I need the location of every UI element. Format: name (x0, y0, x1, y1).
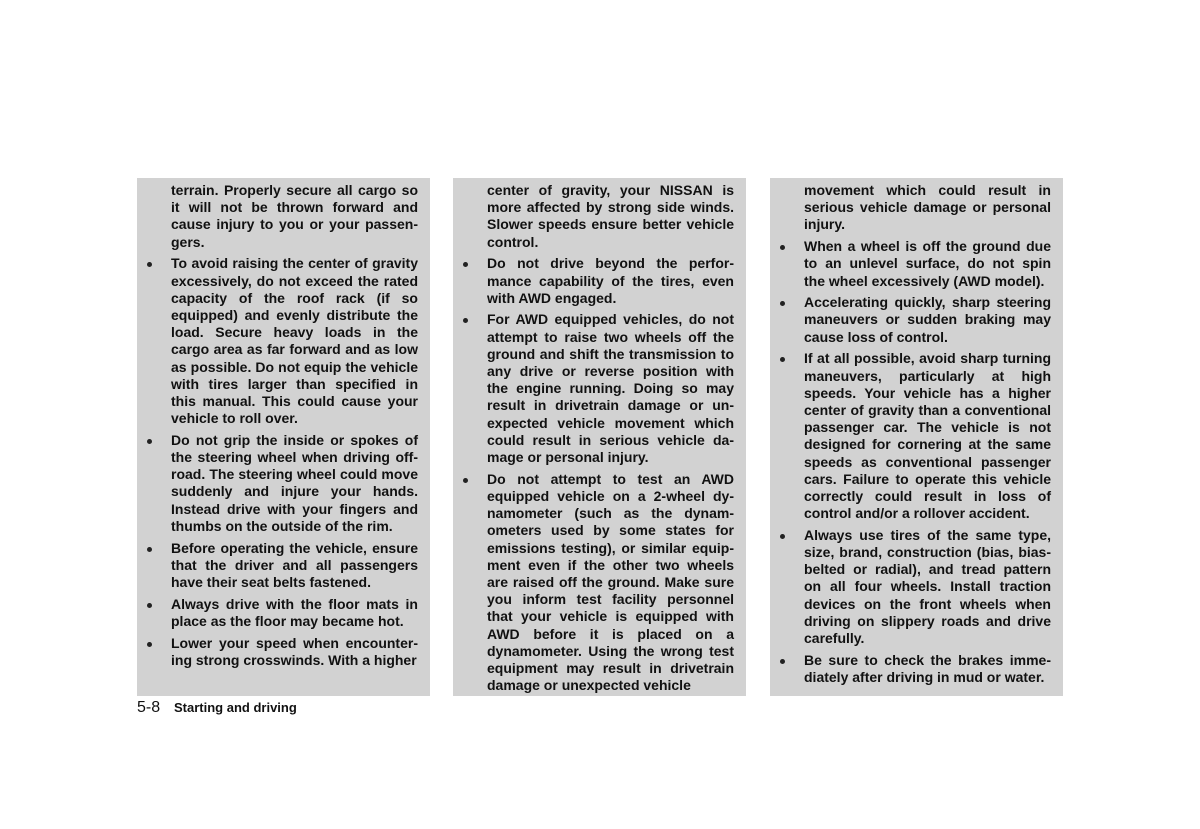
text-column-2 (453, 178, 746, 696)
bullet-icon (147, 439, 152, 444)
bullet-icon (147, 642, 152, 647)
bullet-icon (780, 659, 785, 664)
continued-paragraph: center of gravity, your NISSAN is more affected by strong side winds. Slower speeds ensure better vehicle control. (487, 182, 734, 250)
text-column-3 (770, 178, 1063, 696)
section-title: Starting and driving (174, 700, 297, 715)
bullet-item: Always use tires of the same type, size, brand, construction (bias, bias-belted or radial), and tread pattern on all four wheels. Install traction devices on the front wheels when driving on slippery roads and drive carefully. (770, 527, 1051, 647)
bullet-item: Do not grip the inside or spokes of the steering wheel when driving off-road. The steering wheel could move suddenly and injure your hands. Instead drive with your fingers and thumbs on the outside of the rim. (137, 432, 418, 535)
bullet-icon (147, 547, 152, 552)
continued-paragraph: movement which could result in serious vehicle damage or personal injury. (804, 182, 1051, 233)
bullet-icon (147, 262, 152, 267)
bullet-item: When a wheel is off the ground due to an unlevel surface, do not spin the wheel excessively (AWD model). (770, 238, 1051, 290)
bullet-item: If at all possible, avoid sharp turning maneuvers, particularly at high speeds. Your vehicle has a higher center of gravity than a conventional passenger car. The vehicle is not designed for cornering at the same speeds as conventional passenger cars. Failure to operate this vehicle correctly could result in loss of control and/or a rollover accident. (770, 350, 1051, 522)
page-number: 5-8 (137, 699, 161, 716)
bullet-item: Do not drive beyond the performance capability of the tires, even with AWD engaged. (453, 255, 734, 307)
bullet-icon (463, 318, 468, 323)
bullet-item: Before operating the vehicle, ensure that the driver and all passengers have their seat belts fastened. (137, 540, 418, 592)
bullet-icon (463, 478, 468, 483)
continued-paragraph: terrain. Properly secure all cargo so it will not be thrown forward and cause injury to you or your passengers. (171, 182, 418, 250)
bullet-item: For AWD equipped vehicles, do not attempt to raise two wheels off the ground and shift the transmission to any drive or reverse position with the engine running. Doing so may result in drivetrain damage or unexpected vehicle movement which could result in serious vehicle damage or personal injury. (453, 311, 734, 466)
bullet-icon (147, 603, 152, 608)
bullet-icon (780, 357, 785, 362)
bullet-item: Accelerating quickly, sharp steering maneuvers or sudden braking may cause loss of control. (770, 294, 1051, 346)
bullet-icon (463, 262, 468, 267)
page-footer (137, 699, 297, 717)
bullet-item: Always drive with the floor mats in place as the floor may became hot. (137, 596, 418, 630)
bullet-item: Be sure to check the brakes immediately after driving in mud or water. (770, 652, 1051, 686)
text-column-1 (137, 178, 430, 696)
bullet-icon (780, 301, 785, 306)
bullet-icon (780, 245, 785, 250)
bullet-item: Lower your speed when encountering strong crosswinds. With a higher (137, 635, 418, 669)
bullet-icon (780, 534, 785, 539)
bullet-item: To avoid raising the center of gravity excessively, do not exceed the rated capacity of the roof rack (if so equipped) and evenly distribute the load. Secure heavy loads in the cargo area as far forward and as low as possible. Do not equip the vehicle with tires larger than specified in this manual. This could cause your vehicle to roll over. (137, 255, 418, 427)
bullet-item: Do not attempt to test an AWD equipped vehicle on a 2-wheel dynamometer (such as the dynamometers used by some states for emissions testing), or similar equipment even if the other two wheels are raised off the ground. Make sure you inform test facility personnel that your vehicle is equipped with AWD before it is placed on a dynamometer. Using the wrong test equipment may result in drivetrain damage or unexpected vehicle (453, 471, 734, 695)
